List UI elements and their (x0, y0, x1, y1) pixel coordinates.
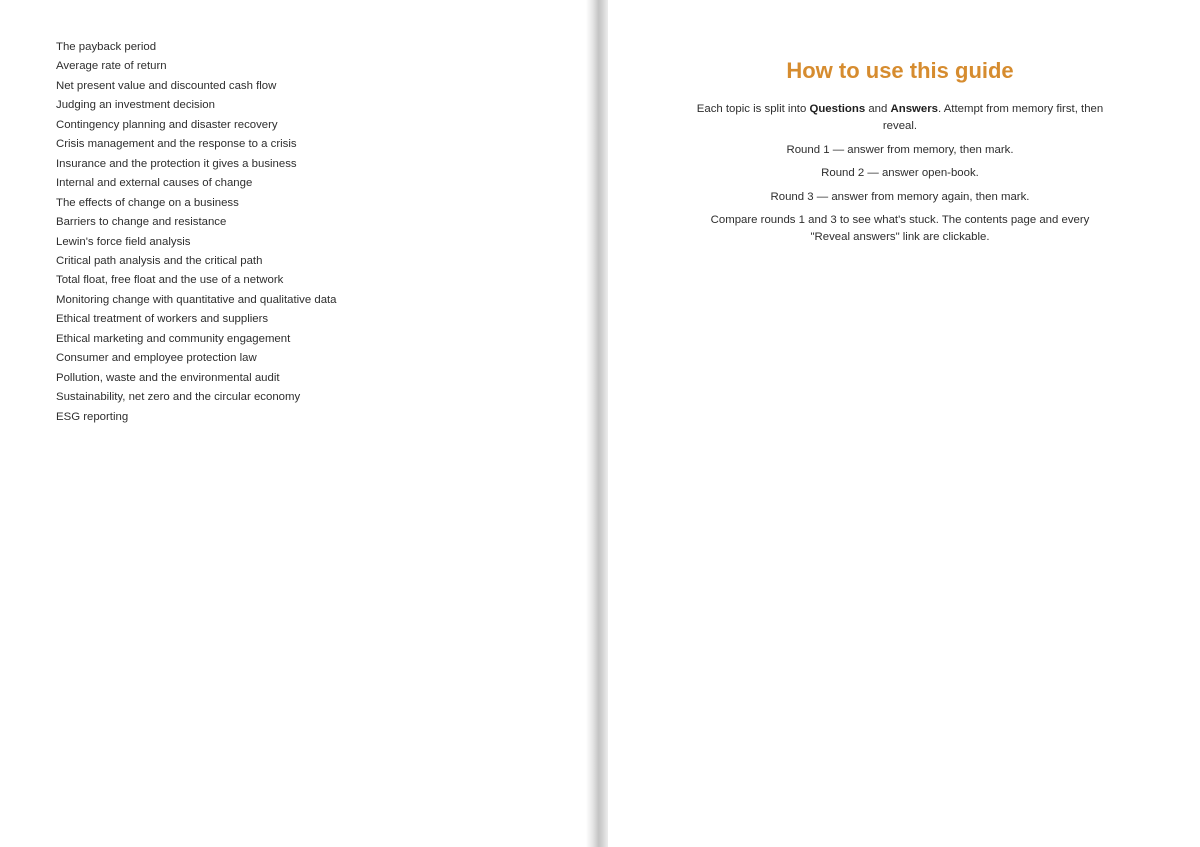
contents-item-pollution-waste[interactable]: Pollution, waste and the environmental audit (56, 371, 280, 384)
guide-intro-and: and (865, 103, 891, 115)
contents-item-ethical-marketing[interactable]: Ethical marketing and community engagement (56, 332, 291, 345)
contents-item-float-network[interactable]: Total float, free float and the use of a network (56, 274, 284, 287)
contents-item-effects-of-change[interactable]: The effects of change on a business (56, 196, 239, 209)
contents-item-payback-period[interactable]: The payback period (56, 41, 157, 53)
contents-item-protection-law[interactable]: Consumer and employee protection law (56, 352, 257, 365)
contents-item-barriers-to-change[interactable]: Barriers to change and resistance (56, 216, 227, 229)
contents-list (56, 38, 337, 427)
guide-intro (690, 101, 1110, 135)
guide-round-2: Round 2 — answer open-book. (821, 167, 979, 179)
contents-item-contingency-planning[interactable]: Contingency planning and disaster recovery (56, 118, 278, 131)
contents-item-average-rate-of-return[interactable]: Average rate of return (56, 60, 167, 73)
guide-page (608, 0, 1200, 847)
contents-item-net-present-value[interactable]: Net present value and discounted cash flow (56, 79, 277, 92)
contents-item-insurance[interactable]: Insurance and the protection it gives a business (56, 157, 297, 170)
contents-item-critical-path[interactable]: Critical path analysis and the critical path (56, 254, 263, 267)
guide-intro-prefix: Each topic is split into (696, 103, 810, 115)
contents-item-force-field-analysis[interactable]: Lewin's force field analysis (56, 235, 191, 248)
guide-body (690, 101, 1110, 253)
guide-compare: Compare rounds 1 and 3 to see what's stuck. The contents page and every "Reveal answers" link are clickable. (710, 214, 1090, 243)
questions-label: Questions (809, 103, 866, 115)
contents-item-causes-of-change[interactable]: Internal and external causes of change (56, 177, 253, 190)
contents-page (0, 0, 592, 847)
contents-item-ethical-workers[interactable]: Ethical treatment of workers and suppliers (56, 313, 269, 326)
contents-item-judging-investment[interactable]: Judging an investment decision (56, 99, 215, 112)
contents-item-monitoring-change[interactable]: Monitoring change with quantitative and qualitative data (56, 293, 337, 306)
guide-intro-suffix: . Attempt from memory first, then reveal. (882, 103, 1104, 132)
contents-item-esg-reporting[interactable]: ESG reporting (56, 410, 129, 423)
guide-title: How to use this guide (786, 58, 1014, 83)
guide-round-1: Round 1 — answer from memory, then mark. (786, 143, 1014, 156)
contents-item-crisis-management[interactable]: Crisis management and the response to a crisis (56, 138, 297, 151)
contents-item-sustainability[interactable]: Sustainability, net zero and the circular economy (56, 391, 301, 404)
answers-label: Answers (890, 103, 938, 115)
guide-round-3: Round 3 — answer from memory again, then mark. (770, 190, 1030, 203)
